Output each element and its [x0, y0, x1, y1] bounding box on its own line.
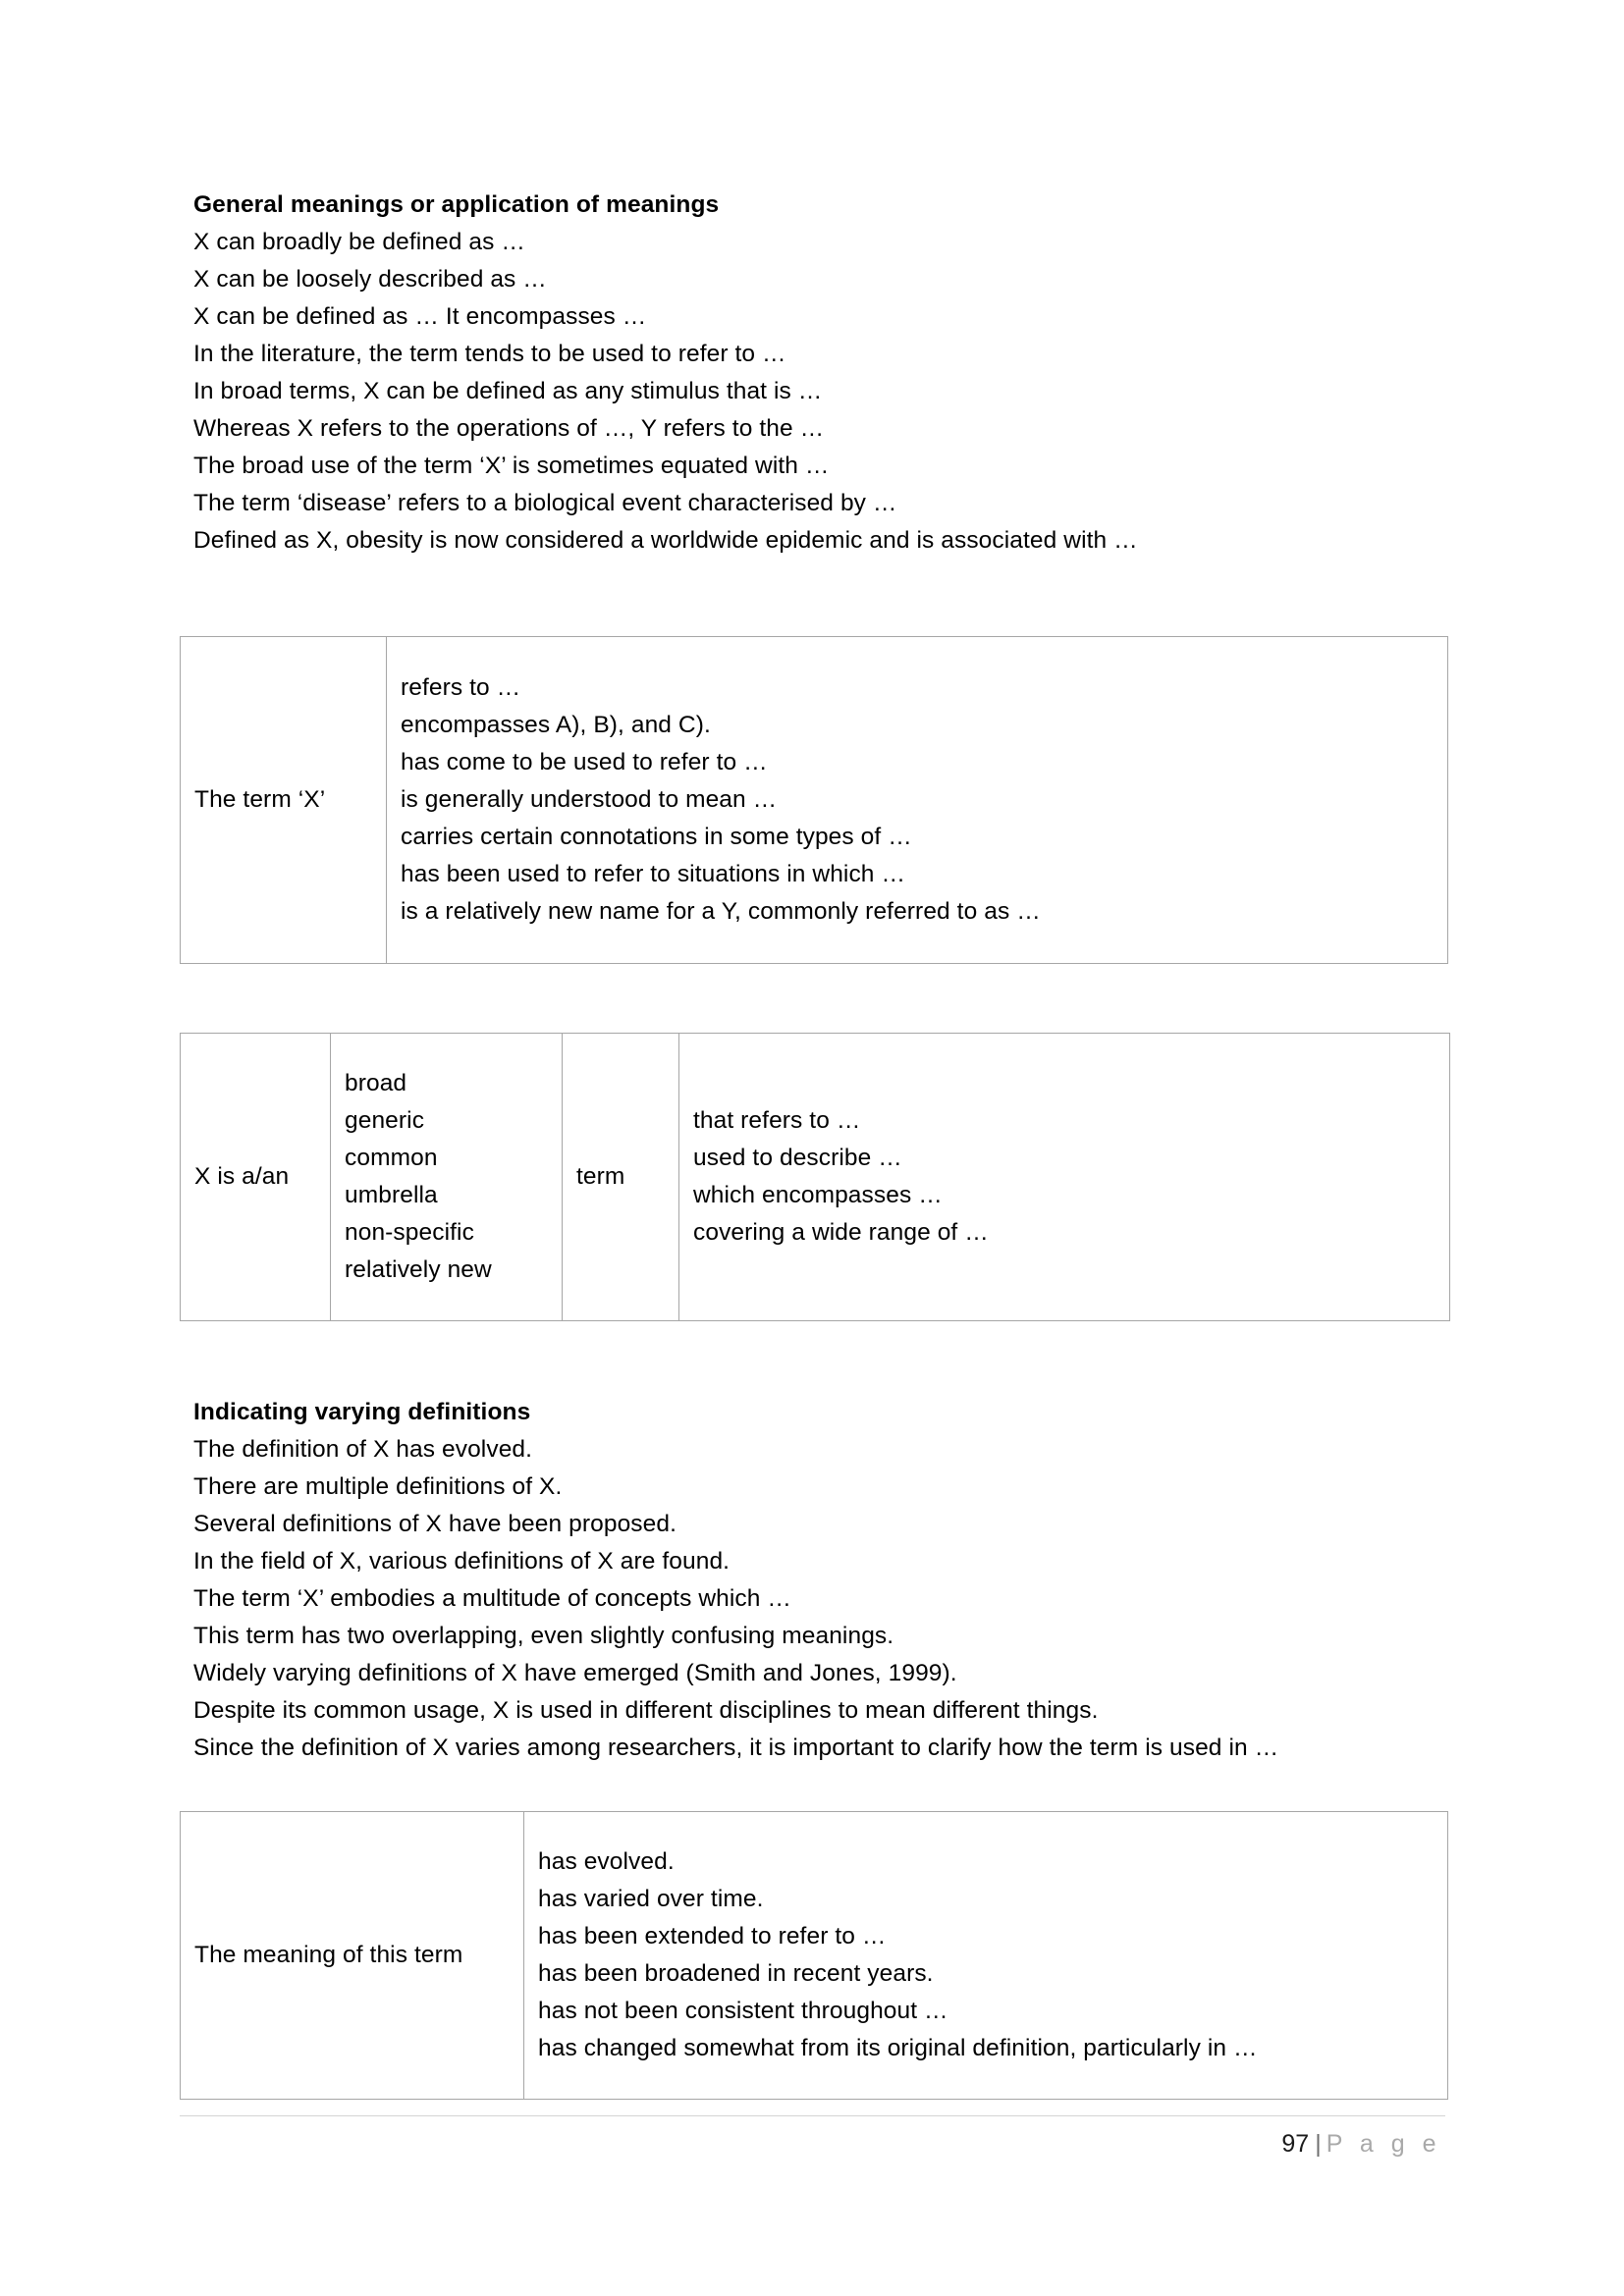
cell-line: non-specific: [345, 1219, 474, 1246]
cell-line: refers to …: [401, 674, 521, 701]
cell-line: generic: [345, 1107, 425, 1134]
body-line: The broad use of the term ‘X’ is sometimes equated with …: [193, 453, 830, 479]
cell-line: has been broadened in recent years.: [538, 1960, 934, 1987]
body-line: Defined as X, obesity is now considered a worldwide epidemic and is associated with …: [193, 527, 1138, 554]
section-heading: Indicating varying definitions: [193, 1399, 531, 1425]
body-line: X can be loosely described as …: [193, 266, 547, 293]
table-row: [181, 637, 1448, 964]
body-line: The term ‘X’ embodies a multitude of concepts which …: [193, 1585, 791, 1612]
table-x-is-a-an: [180, 1033, 1450, 1321]
body-line: Since the definition of X varies among researchers, it is important to clarify how the term is used in …: [193, 1735, 1279, 1761]
cell-line: is generally understood to mean …: [401, 786, 778, 813]
cell-line: broad: [345, 1070, 407, 1096]
cell-line: has varied over time.: [538, 1886, 764, 1912]
body-line: The term ‘disease’ refers to a biological event characterised by …: [193, 490, 897, 516]
cell-text: The meaning of this term: [194, 1942, 463, 1968]
cell-text-group: [524, 1838, 1447, 2073]
body-line: In broad terms, X can be defined as any stimulus that is …: [193, 378, 823, 404]
table-cell-subject: [181, 1034, 331, 1321]
body-line: The definition of X has evolved.: [193, 1436, 533, 1463]
cell-line: common: [345, 1145, 438, 1171]
cell-line: has evolved.: [538, 1848, 675, 1875]
cell-line: has not been consistent throughout …: [538, 1998, 948, 2024]
cell-line: that refers to …: [693, 1107, 861, 1134]
body-line: X can broadly be defined as …: [193, 229, 525, 255]
cell-line: which encompasses …: [693, 1182, 943, 1208]
table-cell-subject: [181, 1812, 524, 2100]
cell-line: has been used to refer to situations in which …: [401, 861, 906, 887]
footer-page-number: 97: [1281, 2130, 1310, 2158]
body-line: X can be defined as … It encompasses …: [193, 303, 647, 330]
table-row: [181, 1034, 1450, 1321]
cell-text-group: [387, 664, 1447, 936]
footer-page-word: P a g e: [1326, 2130, 1441, 2158]
cell-text: X is a/an: [194, 1163, 290, 1190]
table-row: [181, 1812, 1448, 2100]
cell-text-group: [331, 1059, 562, 1295]
cell-line: has come to be used to refer to …: [401, 749, 768, 775]
body-line: Despite its common usage, X is used in different disciplines to mean different things.: [193, 1697, 1099, 1724]
body-line: Widely varying definitions of X have emerged (Smith and Jones, 1999).: [193, 1660, 957, 1686]
cell-line: has changed somewhat from its original definition, particularly in …: [538, 2035, 1258, 2061]
body-line: Several definitions of X have been proposed.: [193, 1511, 677, 1537]
section-general-meanings: [193, 187, 1450, 560]
cell-line: umbrella: [345, 1182, 438, 1208]
table-cell-predicates: [524, 1812, 1448, 2100]
page-footer: [180, 2115, 1445, 2163]
body-line: Whereas X refers to the operations of …, Y refers to the …: [193, 415, 825, 442]
table-cell-predicates: [387, 637, 1448, 964]
table-cell-adjectives: [331, 1034, 563, 1321]
cell-line: is a relatively new name for a Y, commonly referred to as …: [401, 898, 1041, 925]
cell-line: carries certain connotations in some types of …: [401, 824, 912, 850]
cell-line: encompasses A), B), and C).: [401, 712, 711, 738]
cell-line: covering a wide range of …: [693, 1219, 989, 1246]
section-heading: General meanings or application of meanings: [193, 191, 720, 218]
cell-line: has been extended to refer to …: [538, 1923, 887, 1949]
table-term-x: [180, 636, 1448, 964]
footer-page-indicator: [180, 2116, 1445, 2163]
body-line: There are multiple definitions of X.: [193, 1473, 563, 1500]
cell-text: The term ‘X’: [194, 786, 326, 813]
footer-separator: |: [1315, 2130, 1322, 2158]
body-line: This term has two overlapping, even slightly confusing meanings.: [193, 1623, 894, 1649]
table-cell-completions: [679, 1034, 1450, 1321]
cell-line: relatively new: [345, 1256, 492, 1283]
section-indicating-varying-definitions: [193, 1394, 1470, 1767]
cell-line: used to describe …: [693, 1145, 902, 1171]
table-cell-subject: [181, 637, 387, 964]
table-meaning-of-this-term: [180, 1811, 1448, 2100]
table-cell-noun: [563, 1034, 679, 1321]
cell-text-group: [679, 1096, 1449, 1257]
body-line: In the literature, the term tends to be used to refer to …: [193, 341, 786, 367]
body-line: In the field of X, various definitions of X are found.: [193, 1548, 731, 1575]
cell-text: term: [576, 1163, 625, 1190]
